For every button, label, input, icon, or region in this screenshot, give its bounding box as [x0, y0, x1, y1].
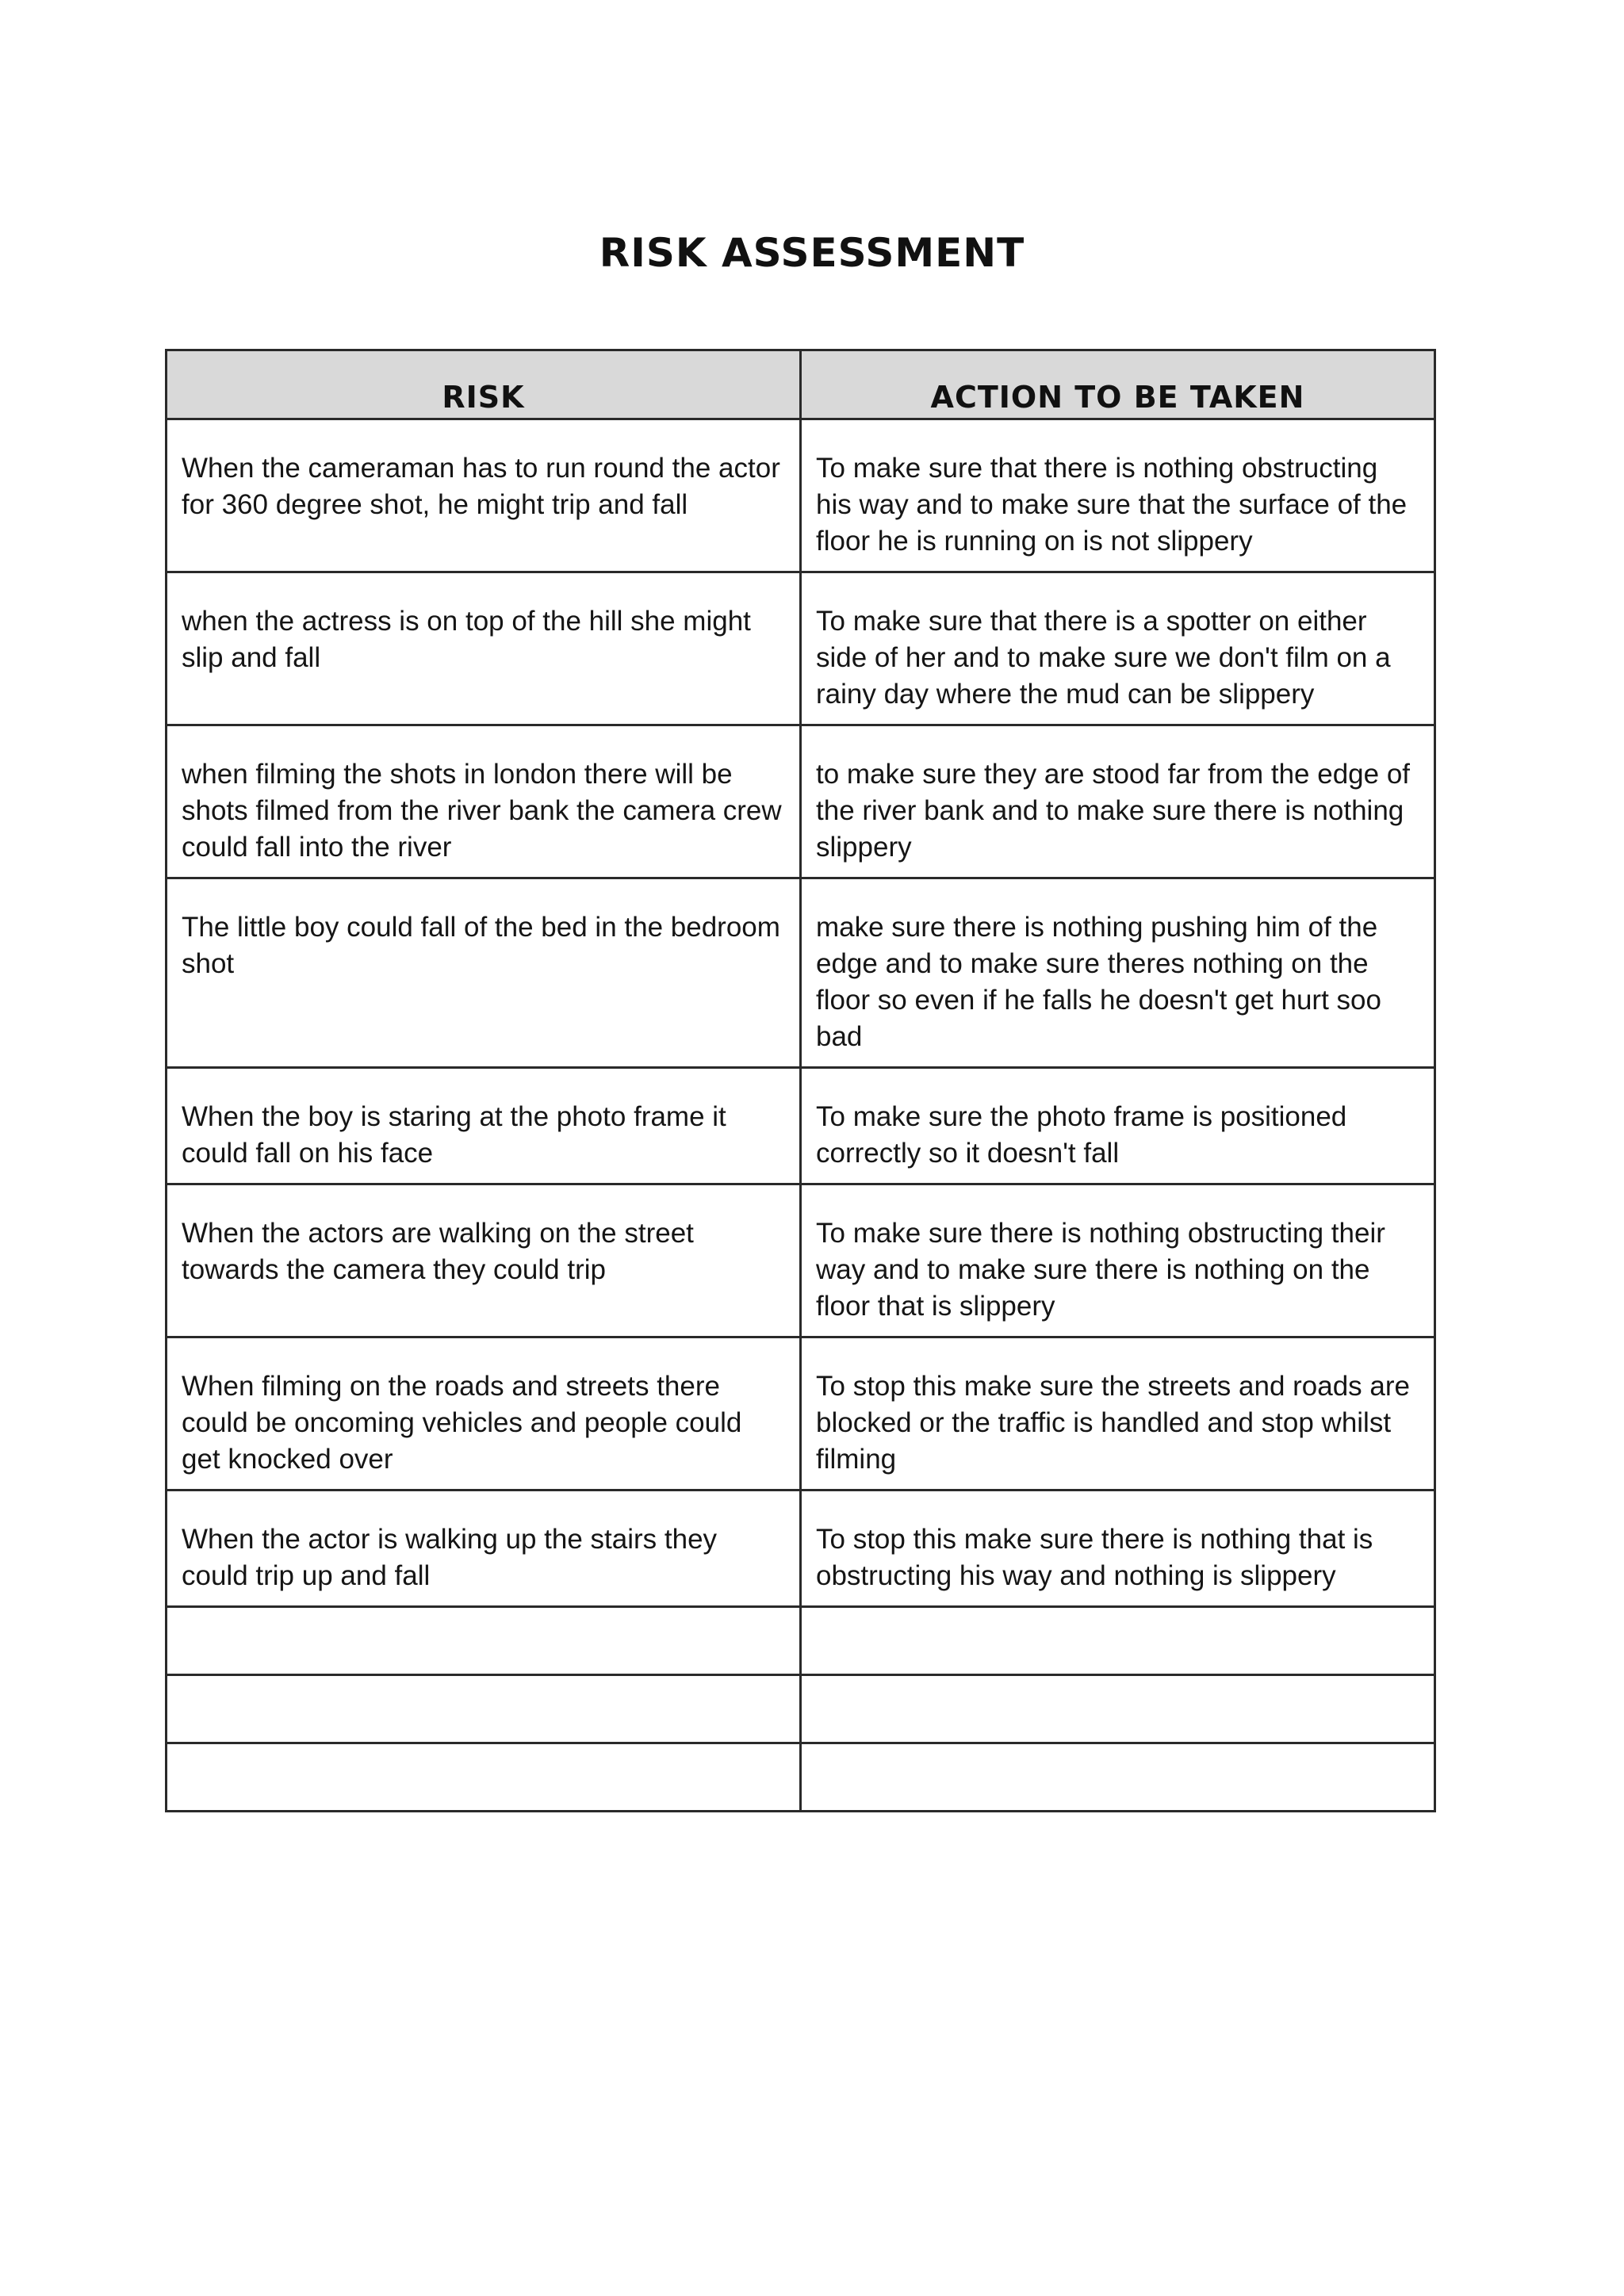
risk-cell: When the boy is staring at the photo frame it could fall on his face	[167, 1068, 801, 1184]
action-cell: To stop this make sure the streets and roads are blocked or the traffic is handled and stop whilst filming	[801, 1337, 1435, 1490]
empty-risk-cell	[167, 1607, 801, 1675]
action-column-header	[801, 350, 1435, 419]
risk-assessment-table	[165, 349, 1436, 1812]
empty-action-cell	[801, 1607, 1435, 1675]
risk-cell: When the cameraman has to run round the actor for 360 degree shot, he might trip and fall	[167, 419, 801, 572]
risk-cell: When the actors are walking on the street towards the camera they could trip	[167, 1184, 801, 1337]
empty-action-cell	[801, 1743, 1435, 1812]
risk-column-header	[167, 350, 801, 419]
risk-cell: When filming on the roads and streets there could be oncoming vehicles and people could get knocked over	[167, 1337, 801, 1490]
action-cell: To make sure that there is nothing obstructing his way and to make sure that the surface of the floor he is running on is not slippery	[801, 419, 1435, 572]
risk-cell: When the actor is walking up the stairs they could trip up and fall	[167, 1490, 801, 1607]
action-cell: To stop this make sure there is nothing that is obstructing his way and nothing is slippery	[801, 1490, 1435, 1607]
empty-table-row	[167, 1607, 1435, 1675]
action-cell: To make sure the photo frame is positioned correctly so it doesn't fall	[801, 1068, 1435, 1184]
table-row	[167, 1184, 1435, 1337]
empty-risk-cell	[167, 1675, 801, 1743]
table-row	[167, 1337, 1435, 1490]
risk-cell: when filming the shots in london there will be shots filmed from the river bank the camera crew could fall into the river	[167, 725, 801, 878]
action-cell: to make sure they are stood far from the edge of the river bank and to make sure there is nothing slippery	[801, 725, 1435, 878]
risk-cell: The little boy could fall of the bed in the bedroom shot	[167, 878, 801, 1068]
empty-action-cell	[801, 1675, 1435, 1743]
action-header-label: ACTION TO BE TAKEN	[930, 380, 1305, 415]
table-row	[167, 1490, 1435, 1607]
table-row	[167, 572, 1435, 725]
page-title: RISK ASSESSMENT	[599, 230, 1025, 276]
table-row	[167, 419, 1435, 572]
risk-header-label: RISK	[442, 380, 525, 415]
table-body	[167, 419, 1435, 1812]
empty-table-row	[167, 1675, 1435, 1743]
risk-cell: when the actress is on top of the hill she might slip and fall	[167, 572, 801, 725]
action-cell: make sure there is nothing pushing him of the edge and to make sure theres nothing on the floor so even if he falls he doesn't get hurt soo bad	[801, 878, 1435, 1068]
action-cell: To make sure there is nothing obstructing their way and to make sure there is nothing on the floor that is slippery	[801, 1184, 1435, 1337]
table-row	[167, 725, 1435, 878]
empty-risk-cell	[167, 1743, 801, 1812]
table-row	[167, 1068, 1435, 1184]
header-row	[167, 350, 1435, 419]
action-cell: To make sure that there is a spotter on either side of her and to make sure we don't film on a rainy day where the mud can be slippery	[801, 572, 1435, 725]
table-header	[167, 350, 1435, 419]
empty-table-row	[167, 1743, 1435, 1812]
table-row	[167, 878, 1435, 1068]
